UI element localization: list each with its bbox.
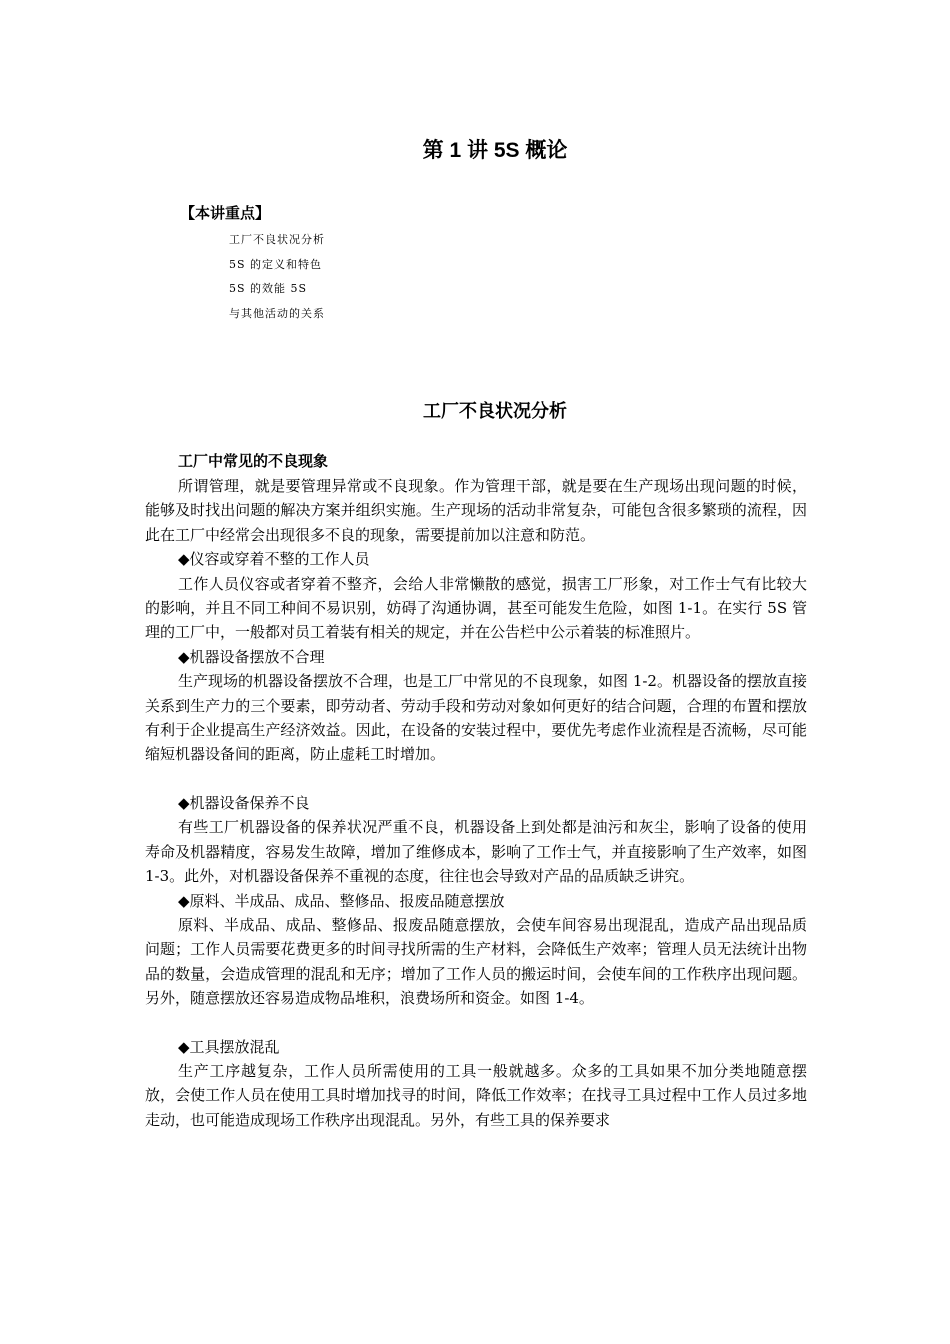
item-title: ◆机器设备保养不良 <box>178 793 310 812</box>
paragraph-gap <box>145 1011 807 1035</box>
item-title: ◆仪容或穿着不整的工作人员 <box>178 550 370 569</box>
item-paragraph: 有些工厂机器设备的保养状况严重不良，机器设备上到处都是油污和灰尘，影响了设备的使用寿命及机器精度，容易发生故障，增加了维修成本，影响了工作士气，并直接影响了生产效率，如图 1-3。此外，对机器设备保养不重视的态度，往往也会导致对产品的品质缺乏讲究。 <box>145 818 807 886</box>
item-title: ◆机器设备摆放不合理 <box>178 647 325 666</box>
key-point-item: 5S 的定义和特色 <box>229 257 323 271</box>
item-paragraph: 生产现场的机器设备摆放不合理，也是工厂中常见的不良现象，如图 1-2。机器设备的摆放直接关系到生产力的三个要素，即劳动者、劳动手段和劳动对象如何更好的结合问题，合理的布置和摆放有利于企业提高生产经济效益。因此，在设备的安装过程中，要优先考虑作业流程是否流畅，尽可能缩短机器设备间的距离，防止虚耗工时增加。 <box>145 672 807 764</box>
item-paragraph: 工作人员仪容或者穿着不整齐，会给人非常懒散的感觉，损害工厂形象，对工作士气有比较大的影响，并且不同工种间不易识别，妨碍了沟通协调，甚至可能发生危险，如图 1-1。在实行 5S 管理的工厂中，一般都对员工着装有相关的规定，并在公告栏中公示着装的标准照片。 <box>145 574 807 642</box>
item-paragraph: 原料、半成品、成品、整修品、报废品随意摆放，会使车间容易出现混乱，造成产品出现品质问题；工作人员需要花费更多的时间寻找所需的生产材料，会降低生产效率；管理人员无法统计出物品的数量，会造成管理的混乱和无序；增加了工作人员的搬运时间，会使车间的工作秩序出现问题。另外，随意摆放还容易造成物品堆积，浪费场所和资金。如图 1-4。 <box>145 915 807 1008</box>
item-title: ◆原料、半成品、成品、整修品、报废品随意摆放 <box>178 891 505 910</box>
paragraph-gap <box>145 767 807 791</box>
item-paragraph: 生产工序越复杂，工作人员所需使用的工具一般就越多。众多的工具如果不加分类地随意摆放，会使工作人员在使用工具时增加找寻的时间，降低工作效率；在找寻工具过程中工作人员过多地走动，也可能造成现场工作秩序出现混乱。另外，有些工具的保养要求 <box>145 1061 807 1129</box>
key-point-item: 5S 的效能 5S <box>229 282 308 295</box>
section-title: 工厂不良状况分析 <box>423 401 567 421</box>
subsection-title: 工厂中常见的不良现象 <box>178 453 329 470</box>
item-title: ◆工具摆放混乱 <box>178 1037 280 1056</box>
key-points-list <box>229 228 325 326</box>
intro-paragraph: 所谓管理，就是要管理异常或不良现象。作为管理干部，就是要在生产现场出现问题的时候，能够及时找出问题的解决方案并组织实施。生产现场的活动非常复杂，可能包含很多繁琐的流程，因此在工厂中经常会出现很多不良的现象，需要提前加以注意和防范。 <box>145 477 807 544</box>
key-point-item: 工厂不良状况分析 <box>229 233 325 246</box>
lecture-title: 第 1 讲 5S 概论 <box>422 139 568 162</box>
key-points-heading: 【本讲重点】 <box>180 205 271 222</box>
key-point-item: 与其他活动的关系 <box>229 306 325 320</box>
body-text <box>145 450 807 1132</box>
